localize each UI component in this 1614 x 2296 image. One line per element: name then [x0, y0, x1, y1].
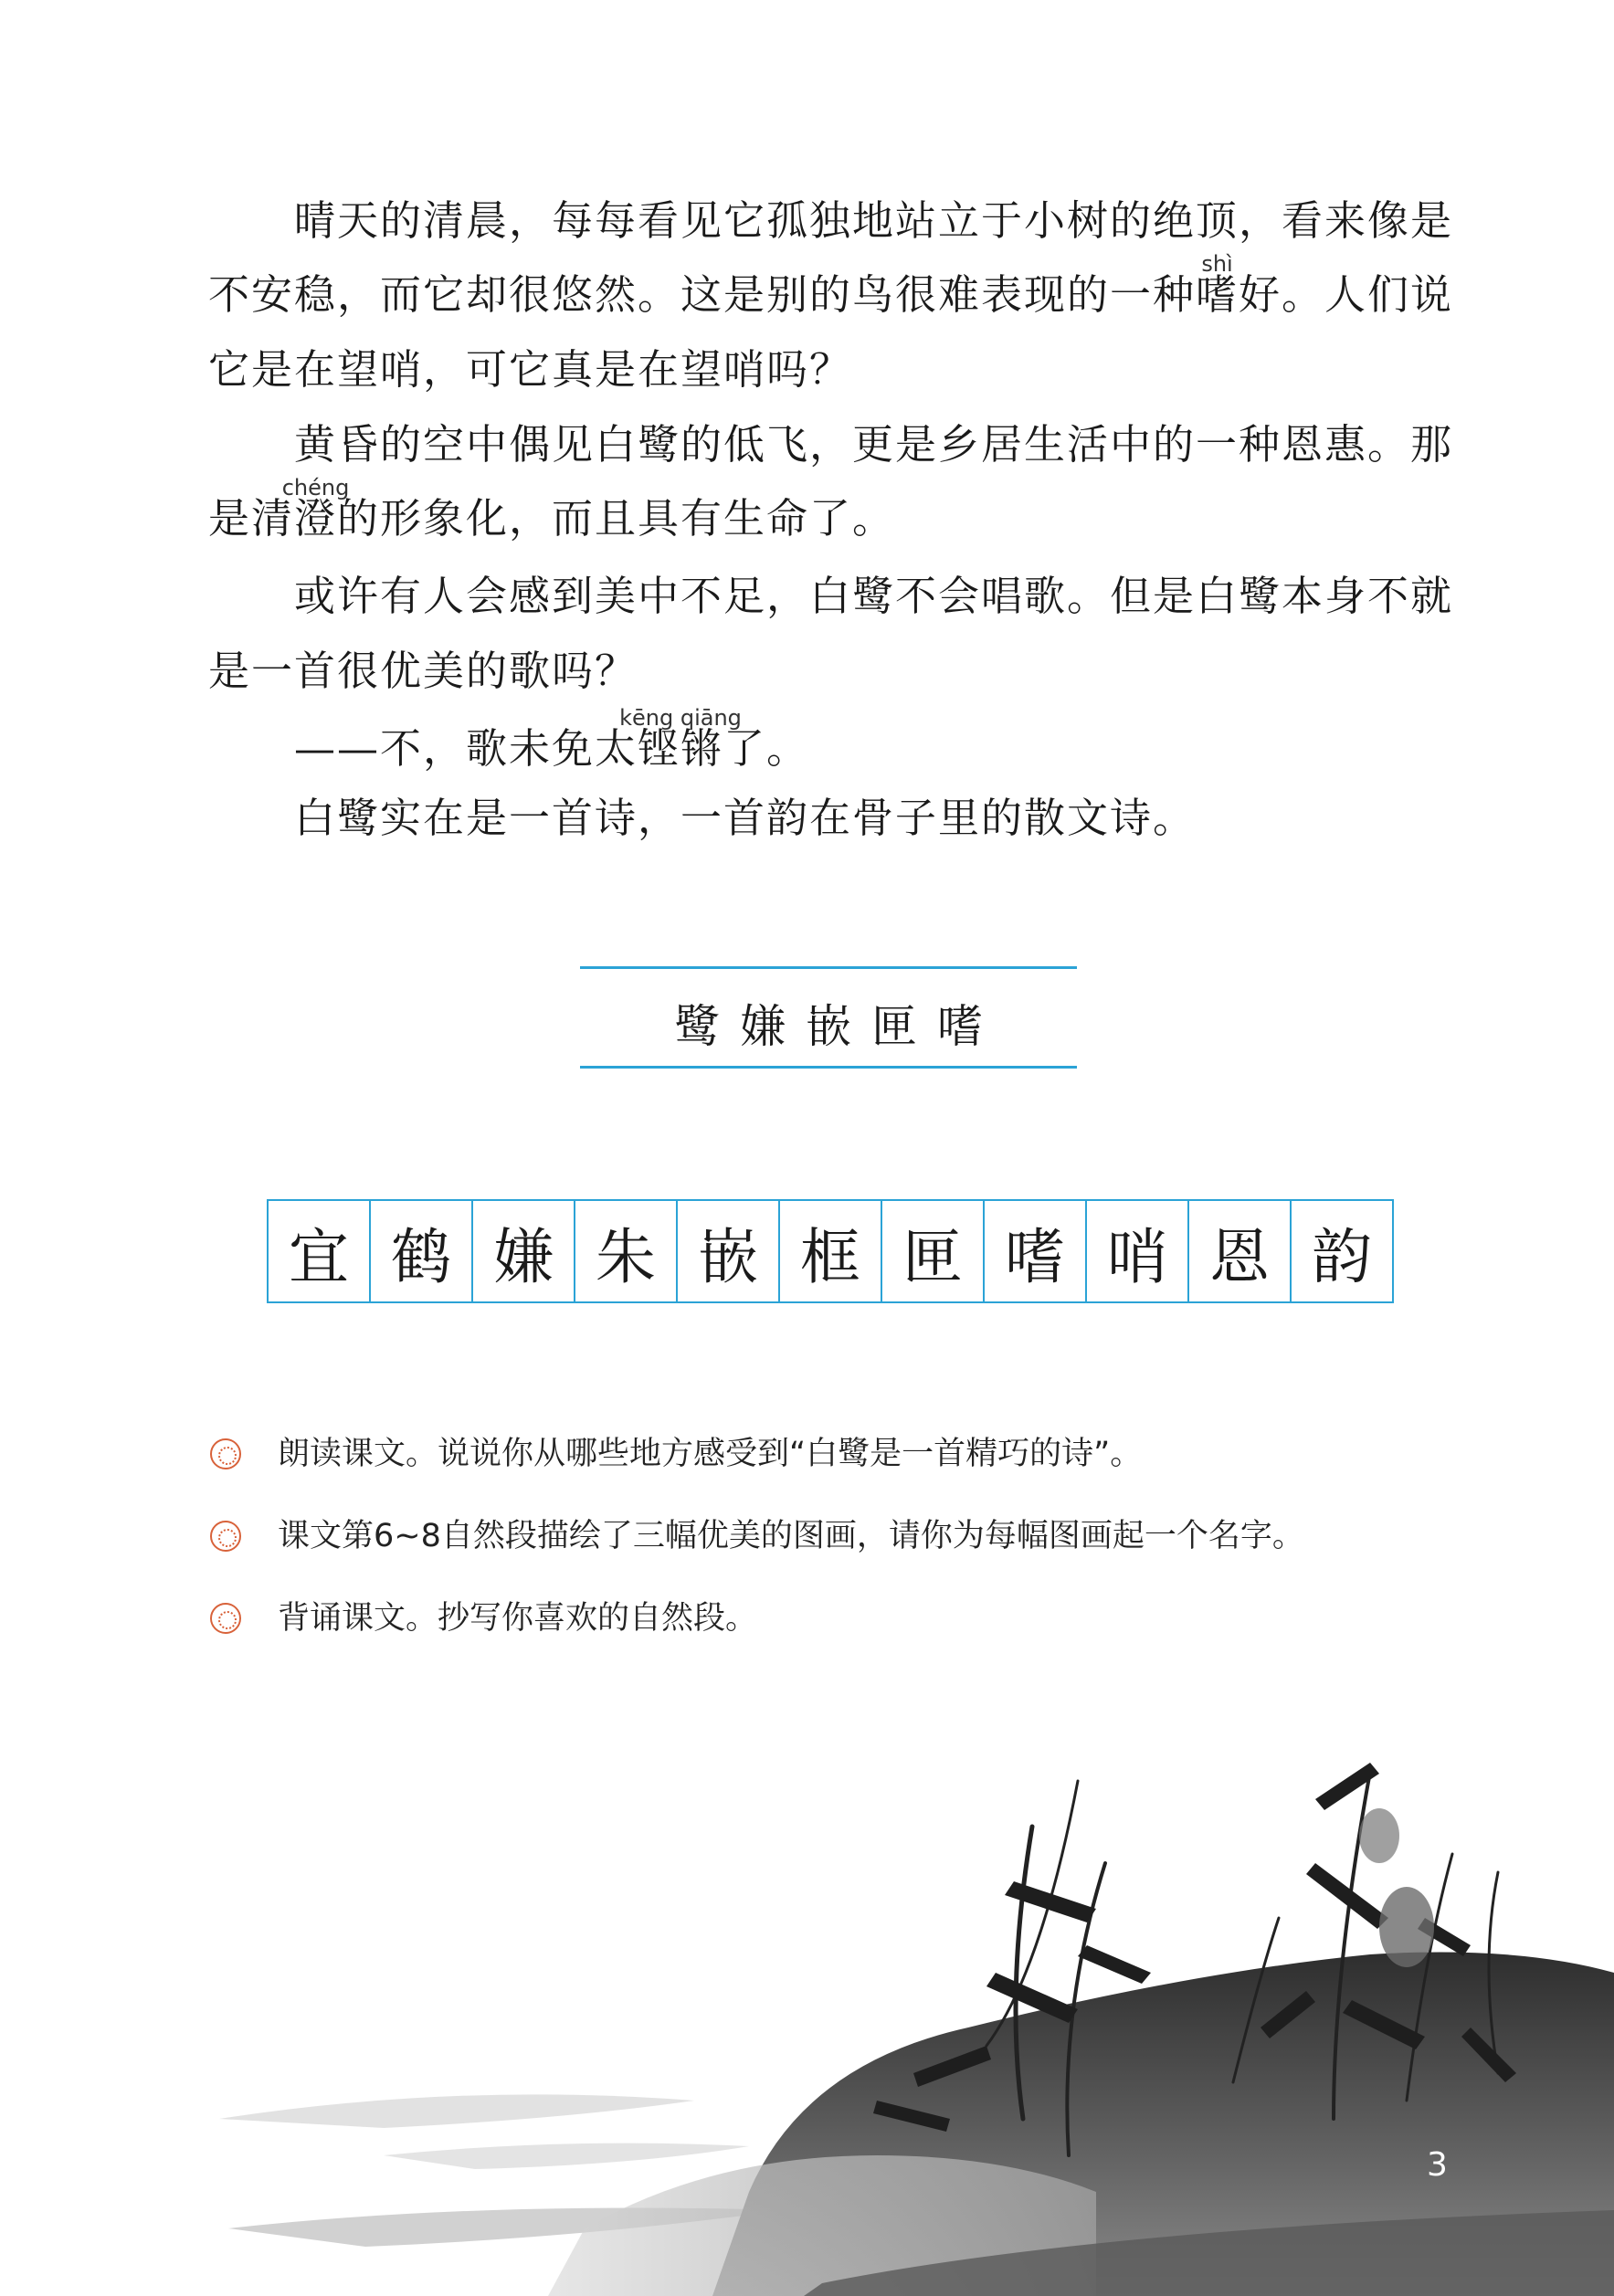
writing-character-cell: 韵	[1312, 1221, 1372, 1292]
pinyin-annotation: chéng	[281, 475, 350, 500]
exercise-text: 朗读课文。说说你从哪些地方感受到“白鹭是一首精巧的诗”。	[278, 1436, 1143, 1472]
text-segment: 的形象化，而且具有生命了。	[337, 494, 896, 542]
writing-character-cell: 朱	[575, 1201, 678, 1301]
exercise-item	[210, 1513, 1304, 1559]
text-segment: 不安稳，而它却很悠然。这是别的鸟很难表现的一种	[208, 270, 1197, 319]
writing-character-cell: 框	[780, 1201, 882, 1301]
ruby-base: 嗜	[1196, 270, 1240, 319]
text-segment: 是清	[208, 494, 295, 542]
paragraph-1-line-2	[208, 251, 1454, 322]
writing-character-cell: 嵌	[678, 1201, 780, 1301]
paragraph-5: 白鹭实在是一首诗，一首韵在骨子里的散文诗。	[294, 794, 1197, 842]
top-rule	[580, 966, 1077, 969]
text-segment: 好。人们说	[1239, 270, 1454, 319]
ruby-cheng	[281, 475, 350, 546]
ruby-base: 铿锵	[638, 724, 724, 773]
text-segment: 了。	[723, 724, 810, 773]
paragraph-4	[294, 705, 810, 776]
writing-character-cell: 鹤	[371, 1201, 473, 1301]
exercise-item	[210, 1431, 1142, 1477]
paragraph-2-line-1: 黄昏的空中偶见白鹭的低飞，更是乡居生活中的一种恩惠。那	[294, 420, 1454, 469]
pinyin-annotation: kēng qiāng	[619, 705, 742, 731]
paragraph-2-line-2	[208, 475, 896, 546]
seal-bullet-icon	[210, 1603, 241, 1634]
seal-bullet-icon	[210, 1521, 241, 1552]
exercise-text: 背诵课文。抄写你喜欢的自然段。	[278, 1600, 758, 1637]
writing-character-cell: 匣	[882, 1201, 985, 1301]
writing-character-cell: 嫌	[473, 1201, 575, 1301]
bottom-rule	[580, 1066, 1077, 1069]
recognize-characters-box	[580, 966, 1077, 1069]
ruby-base: 澄	[294, 494, 338, 542]
paragraph-1-line-1: 晴天的清晨，每每看见它孤独地站立于小树的绝顶，看来像是	[294, 196, 1454, 245]
paragraph-3-line-1: 或许有人会感到美中不足，白鹭不会唱歌。但是白鹭本身不就	[294, 572, 1454, 620]
paragraph-3-line-2: 是一首很优美的歌吗？	[208, 647, 638, 695]
text-segment: ——不，歌未免太	[294, 724, 638, 773]
ruby-shi	[1196, 251, 1240, 322]
ruby-kengqiang	[619, 705, 742, 776]
exercise-item	[210, 1596, 757, 1641]
writing-character-cell: 宜	[269, 1201, 371, 1301]
page-number: 3	[1427, 2146, 1448, 2184]
writing-character-cell: 哨	[1087, 1201, 1189, 1301]
writing-character-cell: 恩	[1189, 1201, 1292, 1301]
exercise-text: 课文第6~8自然段描绘了三幅优美的图画，请你为每幅图画起一个名字。	[278, 1518, 1304, 1554]
recognize-characters: 鹭嫌嵌匣嗜	[674, 1000, 1003, 1053]
paragraph-1-line-3: 它是在望哨，可它真是在望哨吗？	[208, 345, 853, 394]
writing-character-grid	[267, 1199, 1394, 1303]
ink-wash-illustration	[0, 1644, 1614, 2296]
seal-bullet-icon	[210, 1438, 241, 1469]
writing-character-cell: 嗜	[985, 1201, 1087, 1301]
pinyin-annotation: shì	[1201, 251, 1233, 277]
